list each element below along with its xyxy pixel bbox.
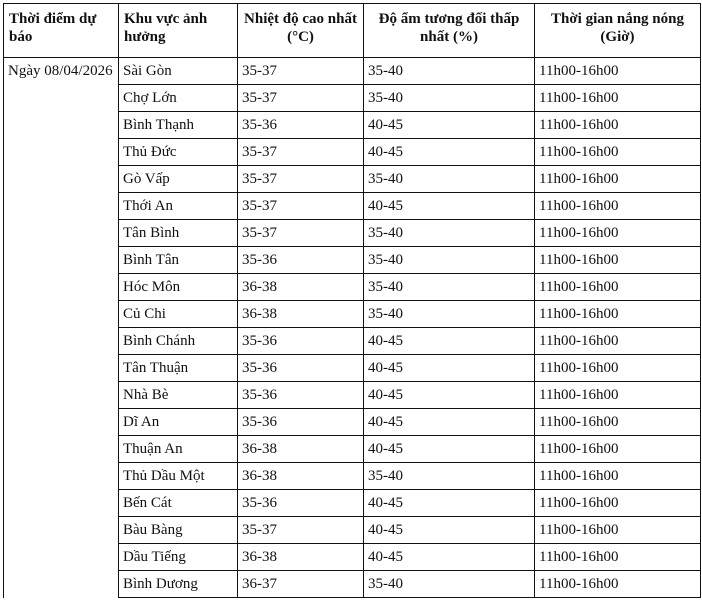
table-body (4, 58, 701, 598)
min-humidity-cell: 35-40 (364, 166, 535, 193)
header-max-temperature: Nhiệt độ cao nhất (°C) (238, 4, 364, 58)
min-humidity-cell: 35-40 (364, 247, 535, 274)
max-temperature-cell: 36-37 (238, 571, 364, 598)
heat-duration-cell: 11h00-16h00 (535, 166, 701, 193)
min-humidity-cell: 40-45 (364, 517, 535, 544)
header-heat-duration: Thời gian nắng nóng (Giờ) (535, 4, 701, 58)
min-humidity-cell: 40-45 (364, 355, 535, 382)
max-temperature-cell: 36-38 (238, 274, 364, 301)
min-humidity-cell: 35-40 (364, 463, 535, 490)
area-cell: Nhà Bè (119, 382, 238, 409)
area-cell: Bàu Bàng (119, 517, 238, 544)
max-temperature-cell: 35-36 (238, 328, 364, 355)
min-humidity-cell: 40-45 (364, 139, 535, 166)
heat-duration-cell: 11h00-16h00 (535, 58, 701, 85)
heat-duration-cell: 11h00-16h00 (535, 193, 701, 220)
area-cell: Chợ Lớn (119, 85, 238, 112)
heat-forecast-table (3, 3, 701, 598)
area-cell: Thủ Dầu Một (119, 463, 238, 490)
max-temperature-cell: 35-36 (238, 112, 364, 139)
area-cell: Bình Chánh (119, 328, 238, 355)
min-humidity-cell: 40-45 (364, 112, 535, 139)
heat-duration-cell: 11h00-16h00 (535, 85, 701, 112)
min-humidity-cell: 35-40 (364, 85, 535, 112)
min-humidity-cell: 40-45 (364, 382, 535, 409)
min-humidity-cell: 35-40 (364, 58, 535, 85)
heat-duration-cell: 11h00-16h00 (535, 382, 701, 409)
min-humidity-cell: 40-45 (364, 544, 535, 571)
area-cell: Bình Tân (119, 247, 238, 274)
forecast-date-cell: Ngày 08/04/2026 (4, 58, 119, 598)
header-affected-area: Khu vực ảnh hưởng (119, 4, 238, 58)
min-humidity-cell: 35-40 (364, 301, 535, 328)
max-temperature-cell: 36-38 (238, 436, 364, 463)
header-forecast-time: Thời điểm dự báo (4, 4, 119, 58)
max-temperature-cell: 36-38 (238, 463, 364, 490)
area-cell: Sài Gòn (119, 58, 238, 85)
heat-duration-cell: 11h00-16h00 (535, 247, 701, 274)
max-temperature-cell: 35-36 (238, 355, 364, 382)
heat-duration-cell: 11h00-16h00 (535, 409, 701, 436)
area-cell: Thủ Đức (119, 139, 238, 166)
heat-duration-cell: 11h00-16h00 (535, 463, 701, 490)
area-cell: Bình Thạnh (119, 112, 238, 139)
header-min-humidity: Độ ẩm tương đối thấp nhất (%) (364, 4, 535, 58)
max-temperature-cell: 35-36 (238, 409, 364, 436)
min-humidity-cell: 40-45 (364, 328, 535, 355)
max-temperature-cell: 35-36 (238, 490, 364, 517)
min-humidity-cell: 35-40 (364, 274, 535, 301)
max-temperature-cell: 35-37 (238, 166, 364, 193)
area-cell: Hóc Môn (119, 274, 238, 301)
heat-duration-cell: 11h00-16h00 (535, 490, 701, 517)
max-temperature-cell: 35-37 (238, 85, 364, 112)
heat-duration-cell: 11h00-16h00 (535, 517, 701, 544)
min-humidity-cell: 40-45 (364, 409, 535, 436)
heat-duration-cell: 11h00-16h00 (535, 436, 701, 463)
max-temperature-cell: 35-37 (238, 139, 364, 166)
area-cell: Tân Thuận (119, 355, 238, 382)
heat-duration-cell: 11h00-16h00 (535, 220, 701, 247)
max-temperature-cell: 35-37 (238, 58, 364, 85)
area-cell: Bình Dương (119, 571, 238, 598)
area-cell: Dĩ An (119, 409, 238, 436)
max-temperature-cell: 35-37 (238, 220, 364, 247)
heat-duration-cell: 11h00-16h00 (535, 301, 701, 328)
min-humidity-cell: 35-40 (364, 220, 535, 247)
max-temperature-cell: 35-37 (238, 517, 364, 544)
heat-duration-cell: 11h00-16h00 (535, 355, 701, 382)
area-cell: Thuận An (119, 436, 238, 463)
table-header-row (4, 4, 701, 58)
heat-duration-cell: 11h00-16h00 (535, 139, 701, 166)
heat-duration-cell: 11h00-16h00 (535, 328, 701, 355)
heat-duration-cell: 11h00-16h00 (535, 544, 701, 571)
max-temperature-cell: 35-36 (238, 247, 364, 274)
area-cell: Củ Chi (119, 301, 238, 328)
min-humidity-cell: 35-40 (364, 571, 535, 598)
area-cell: Thới An (119, 193, 238, 220)
area-cell: Dầu Tiếng (119, 544, 238, 571)
area-cell: Tân Bình (119, 220, 238, 247)
table-row (4, 58, 701, 85)
forecast-table-container (3, 3, 700, 598)
heat-duration-cell: 11h00-16h00 (535, 112, 701, 139)
max-temperature-cell: 36-38 (238, 301, 364, 328)
area-cell: Bến Cát (119, 490, 238, 517)
max-temperature-cell: 35-37 (238, 193, 364, 220)
heat-duration-cell: 11h00-16h00 (535, 571, 701, 598)
max-temperature-cell: 36-38 (238, 544, 364, 571)
min-humidity-cell: 40-45 (364, 193, 535, 220)
max-temperature-cell: 35-36 (238, 382, 364, 409)
min-humidity-cell: 40-45 (364, 490, 535, 517)
area-cell: Gò Vấp (119, 166, 238, 193)
heat-duration-cell: 11h00-16h00 (535, 274, 701, 301)
min-humidity-cell: 40-45 (364, 436, 535, 463)
